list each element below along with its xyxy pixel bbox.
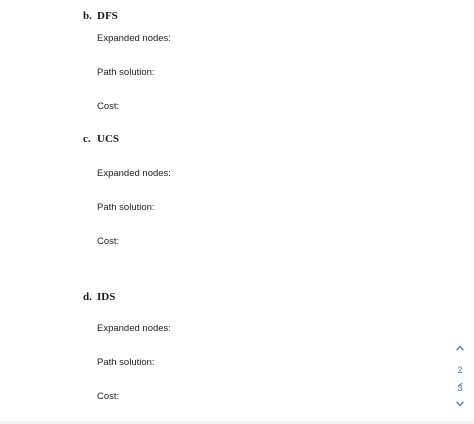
previous-page-button[interactable] — [450, 344, 470, 358]
section-heading-dfs — [83, 10, 118, 22]
expanded-nodes-label: Expanded nodes: — [97, 33, 171, 44]
cost-label: Cost: — [97, 101, 120, 112]
section-letter: c. — [83, 133, 91, 145]
section-heading-ucs — [83, 133, 119, 145]
path-solution-label: Path solution: — [97, 357, 155, 368]
page-navigator — [450, 342, 470, 414]
section-title: IDS — [97, 291, 116, 303]
section-title: UCS — [97, 133, 120, 145]
path-solution-label: Path solution: — [97, 67, 155, 78]
chevron-up-icon — [455, 344, 465, 352]
chevron-down-icon — [455, 400, 465, 408]
page-separator-icon — [450, 375, 470, 381]
cost-label: Cost: — [97, 391, 120, 402]
expanded-nodes-label: Expanded nodes: — [97, 323, 171, 334]
section-letter: d. — [83, 291, 92, 303]
section-heading-ids — [83, 291, 115, 303]
total-pages-number: 3 — [457, 383, 463, 393]
next-page-button[interactable] — [450, 400, 470, 414]
cost-label: Cost: — [97, 236, 120, 247]
expanded-nodes-label: Expanded nodes: — [97, 168, 171, 179]
section-letter: b. — [83, 10, 92, 22]
path-solution-label: Path solution: — [97, 202, 155, 213]
current-page-number: 2 — [457, 365, 463, 375]
section-title: DFS — [97, 10, 118, 22]
